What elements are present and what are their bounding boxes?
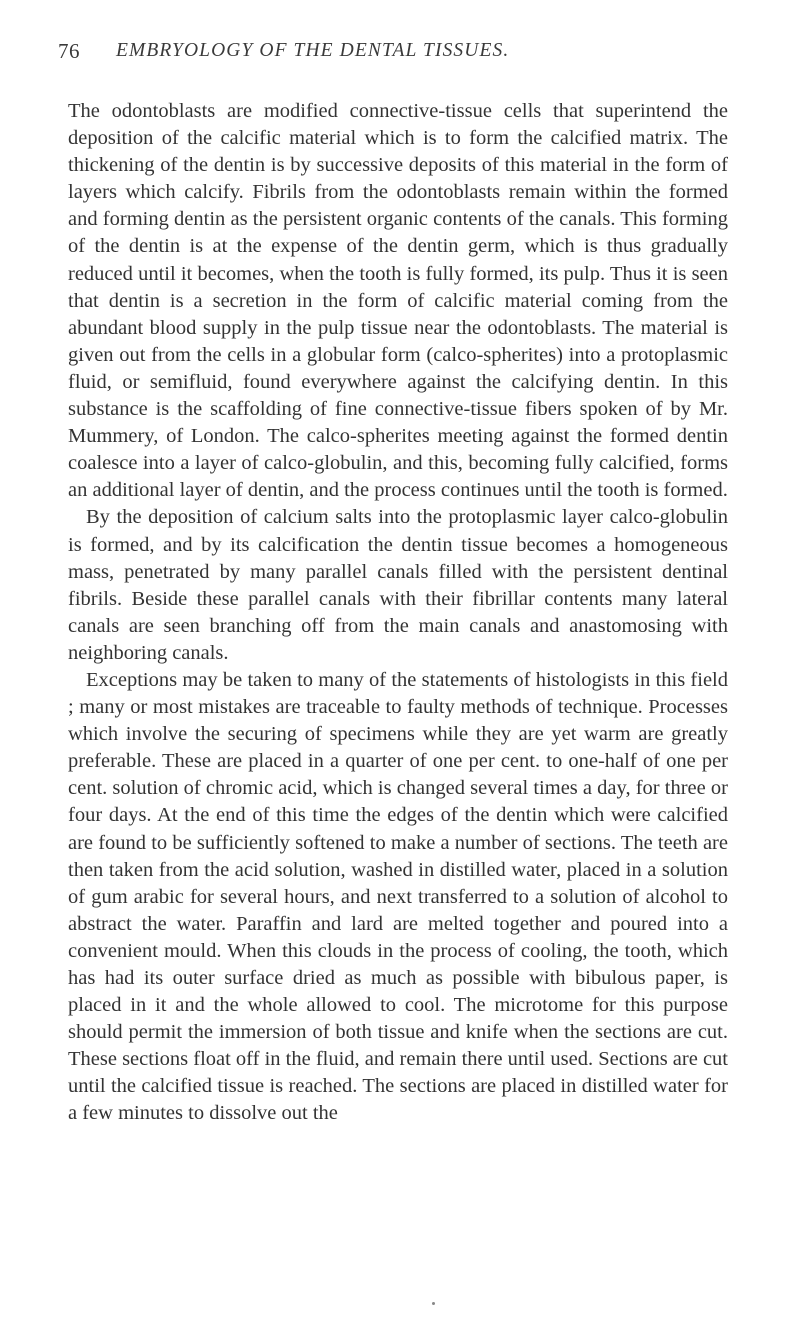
body-text (68, 98, 728, 1128)
running-head: EMBRYOLOGY OF THE DENTAL TISSUES. (116, 40, 510, 61)
paragraph-technique: Exceptions may be taken to many of the statements of histologists in this field ; many or most mistakes are traceable to faulty methods of technique. Processes which involve the securing of specimens while they are yet warm are greatly preferable. These are placed in a quarter of one per cent. to one-half of one per cent. solution of chromic acid, which is changed several times a day, for three or four days. At the end of this time the edges of the dentin which were calcified are found to be sufficiently softened to make a number of sections. The teeth are then taken from the acid solution, washed in distilled water, placed in a solution of gum arabic for several hours, and next transferred to a solution of alcohol to abstract the water. Paraffin and lard are melted together and poured into a convenient mould. When this clouds in the process of cooling, the tooth, which has had its outer surface dried as much as possible with bibulous paper, is placed in it and the whole allowed to cool. The microtome for this purpose should permit the immersion of both tissue and knife when the sections are cut. These sections float off in the fluid, and remain there until used. Sections are cut until the calcified tissue is reached. The sections are placed in distilled water for a few minutes to dissolve out the (68, 668, 728, 1125)
page-number: 76 (58, 39, 80, 63)
paragraph-calcium-deposition: By the deposition of calcium salts into the protoplasmic layer calco-globulin is formed, and by its calcification the dentin tissue becomes a homogeneous mass, penetrated by many parallel canals filled with the persistent dentinal fibrils. Beside these parallel canals with their fibrillar contents many lateral canals are seen branching off from the main canals and anastomosing with neighboring canals. (68, 506, 728, 664)
page-header (58, 38, 778, 64)
print-speck (432, 1302, 435, 1305)
paragraph-odontoblasts: The odontoblasts are modified connective-tissue cells that superintend the deposition of the calcific material which is to form the calcified matrix. The thickening of the dentin is by successive deposits of this material in the form of layers which calcify. Fibrils from the odontoblasts remain within the formed and forming dentin as the persistent organic contents of the canals. This forming of the dentin is at the expense of the dentin germ, which is thus gradually reduced until it becomes, when the tooth is fully formed, its pulp. Thus it is seen that dentin is a secretion in the form of calcific material coming from the abundant blood supply in the pulp tissue near the odontoblasts. The material is given out from the cells in a globular form (calco-spherites) into a protoplasmic fluid, or semifluid, found everywhere against the calcifying dentin. In this substance is the scaffolding of fine connective-tissue fibers spoken of by Mr. Mummery, of London. The calco-spherites meeting against the formed dentin coalesce into a layer of calco-globulin, and this, becoming fully calcified, forms an additional layer of dentin, and the process continues until the tooth is formed. (68, 100, 728, 502)
